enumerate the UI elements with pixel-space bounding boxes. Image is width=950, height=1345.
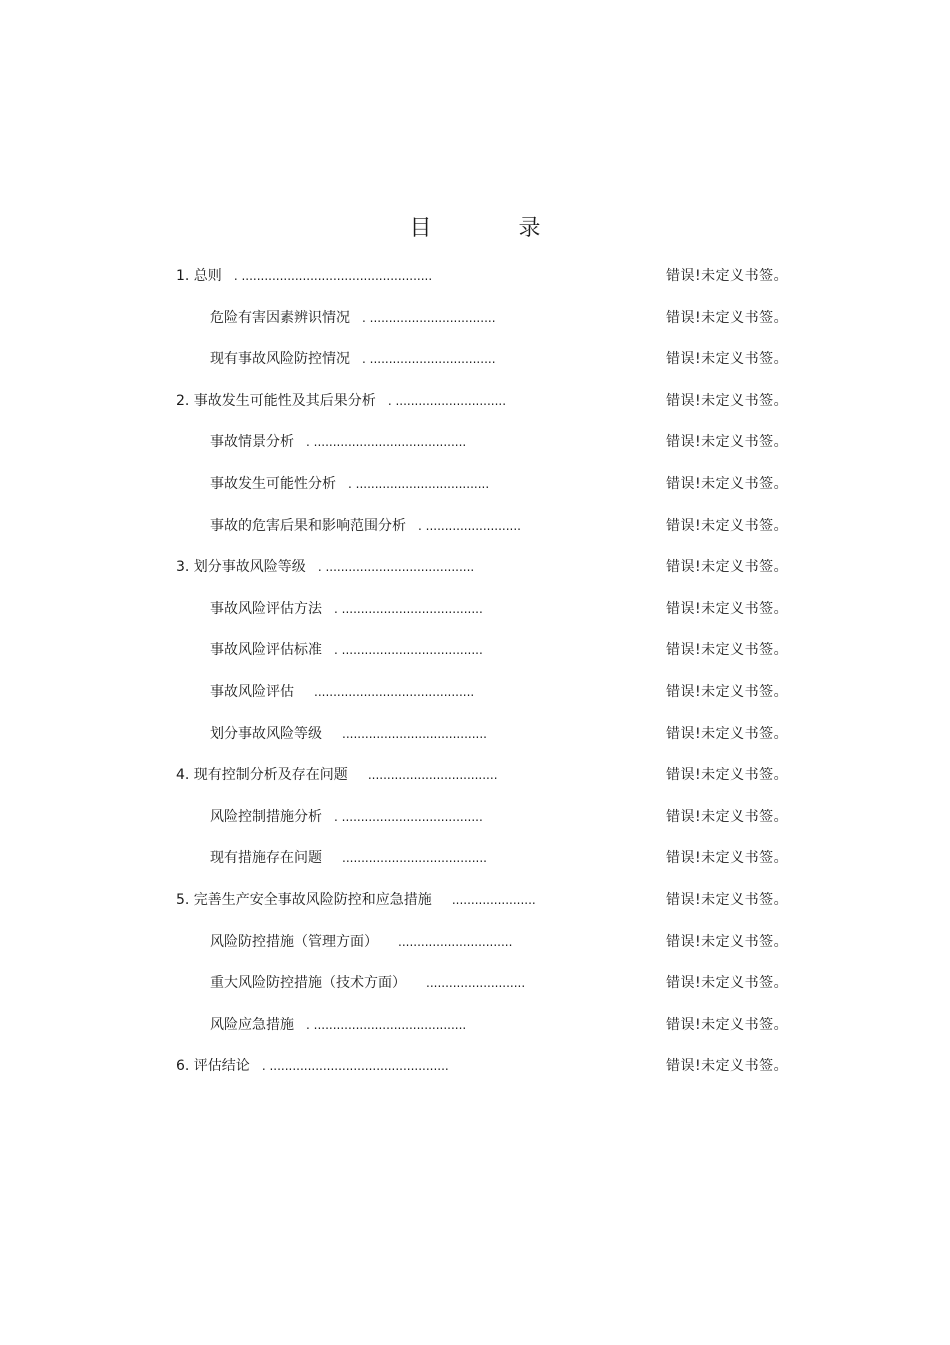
toc-page-ref: 错误!未定义书签。 bbox=[666, 1058, 789, 1075]
toc-dot-leader: . ..................................... bbox=[334, 809, 483, 824]
toc-dot-leader: .............................. bbox=[398, 934, 513, 949]
toc-dot-leader: .................................. bbox=[367, 768, 498, 783]
toc-entry[interactable] bbox=[0, 639, 950, 661]
toc-dot-leader: . ..................................... bbox=[334, 601, 483, 616]
toc-entry[interactable] bbox=[0, 307, 950, 329]
toc-section-label: 6. 评估结论 bbox=[176, 1058, 250, 1075]
toc-page-ref: 错误!未定义书签。 bbox=[666, 933, 789, 950]
toc-dot-leader: .......................................... bbox=[314, 685, 475, 699]
toc-dot-leader: . ................................... bbox=[348, 477, 490, 491]
toc-page-ref: 错误!未定义书签。 bbox=[666, 850, 789, 867]
toc-dot-leader: . ..................................... bbox=[334, 643, 483, 658]
toc-subsection-label: 风险控制措施分析 bbox=[210, 808, 322, 825]
toc-entry[interactable] bbox=[0, 348, 950, 370]
toc-subsection-label: 划分事故风险等级 bbox=[210, 725, 322, 742]
toc-page-ref: 错误!未定义书签。 bbox=[666, 517, 789, 534]
toc-dot-leader: ...................... bbox=[451, 893, 536, 907]
toc-dot-leader: . ....................................... bbox=[317, 560, 475, 575]
toc-entry[interactable] bbox=[0, 972, 950, 994]
toc-subsection-label: 事故情景分析 bbox=[210, 434, 294, 451]
toc-entry[interactable] bbox=[0, 598, 950, 620]
toc-entry[interactable] bbox=[0, 556, 950, 578]
toc-page-ref: 错误!未定义书签。 bbox=[666, 684, 789, 700]
toc-page-ref: 错误!未定义书签。 bbox=[666, 767, 789, 784]
toc-page-ref: 错误!未定义书签。 bbox=[666, 392, 789, 409]
toc-entry[interactable] bbox=[0, 764, 950, 786]
toc-subsection-label: 重大风险防控措施（技术方面） bbox=[210, 975, 406, 992]
toc-entry[interactable] bbox=[0, 889, 950, 911]
toc-subsection-label: 事故风险评估方法 bbox=[210, 600, 322, 617]
toc-page-ref: 错误!未定义书签。 bbox=[666, 1016, 789, 1033]
toc-entry[interactable] bbox=[0, 265, 950, 287]
toc-dot-leader: . ................................. bbox=[362, 310, 496, 325]
toc-dot-leader: . ........................................ bbox=[306, 435, 467, 450]
toc-page-ref: 错误!未定义书签。 bbox=[666, 808, 789, 825]
toc-page-ref: 错误!未定义书签。 bbox=[666, 559, 789, 576]
toc-page-ref: 错误!未定义书签。 bbox=[666, 309, 789, 326]
toc-subsection-label: 风险应急措施 bbox=[210, 1016, 294, 1033]
toc-entry[interactable] bbox=[0, 473, 950, 495]
toc-dot-leader: .......................... bbox=[426, 976, 526, 991]
toc-subsection-label: 现有措施存在问题 bbox=[210, 850, 322, 867]
toc-entry[interactable] bbox=[0, 1014, 950, 1036]
toc-page-ref: 错误!未定义书签。 bbox=[666, 892, 789, 908]
toc-entry[interactable] bbox=[0, 681, 950, 703]
toc-entry[interactable] bbox=[0, 847, 950, 869]
toc-entry[interactable] bbox=[0, 390, 950, 412]
toc-subsection-label: 事故风险评估 bbox=[210, 684, 294, 700]
toc-section-label: 5. 完善生产安全事故风险防控和应急措施 bbox=[176, 892, 432, 908]
toc-section-label: 3. 划分事故风险等级 bbox=[176, 559, 306, 576]
toc-title: 目 录 bbox=[409, 216, 581, 241]
toc-page-ref: 错误!未定义书签。 bbox=[666, 642, 789, 659]
toc-subsection-label: 现有事故风险防控情况 bbox=[210, 351, 350, 368]
toc-subsection-label: 事故风险评估标准 bbox=[210, 642, 322, 659]
toc-page-ref: 错误!未定义书签。 bbox=[666, 351, 789, 368]
toc-page-ref: 错误!未定义书签。 bbox=[666, 725, 789, 742]
toc-page-ref: 错误!未定义书签。 bbox=[666, 434, 789, 451]
toc-page-ref: 错误!未定义书签。 bbox=[666, 600, 789, 617]
toc-section-label: 4. 现有控制分析及存在问题 bbox=[176, 767, 348, 784]
toc-dot-leader: . ................................. bbox=[362, 352, 496, 367]
toc-section-label: 2. 事故发生可能性及其后果分析 bbox=[176, 392, 376, 409]
toc-page-ref: 错误!未定义书签。 bbox=[666, 975, 789, 992]
toc-entry[interactable] bbox=[0, 1055, 950, 1077]
toc-entry[interactable] bbox=[0, 723, 950, 745]
toc-page-ref: 错误!未定义书签。 bbox=[666, 476, 789, 492]
toc-dot-leader: . .................................................. bbox=[233, 269, 433, 283]
toc-subsection-label: 风险防控措施（管理方面） bbox=[210, 933, 378, 950]
toc-section-label: 1. 总则 bbox=[176, 268, 222, 284]
toc-dot-leader: . ............................. bbox=[387, 393, 507, 408]
toc-entry[interactable] bbox=[0, 806, 950, 828]
toc-entry[interactable] bbox=[0, 431, 950, 453]
toc-page-ref: 错误!未定义书签。 bbox=[666, 268, 789, 284]
toc-entry[interactable] bbox=[0, 931, 950, 953]
toc-subsection-label: 事故发生可能性分析 bbox=[210, 476, 336, 492]
toc-dot-leader: . ......................... bbox=[418, 518, 521, 533]
toc-subsection-label: 事故的危害后果和影响范围分析 bbox=[210, 517, 406, 534]
toc-dot-leader: . ........................................ bbox=[306, 1017, 467, 1032]
toc-subsection-label: 危险有害因素辨识情况 bbox=[210, 309, 350, 326]
toc-dot-leader: ...................................... bbox=[342, 851, 487, 866]
toc-dot-leader: . ............................................... bbox=[261, 1059, 449, 1074]
toc-dot-leader: ...................................... bbox=[342, 726, 487, 741]
toc-entry[interactable] bbox=[0, 515, 950, 537]
